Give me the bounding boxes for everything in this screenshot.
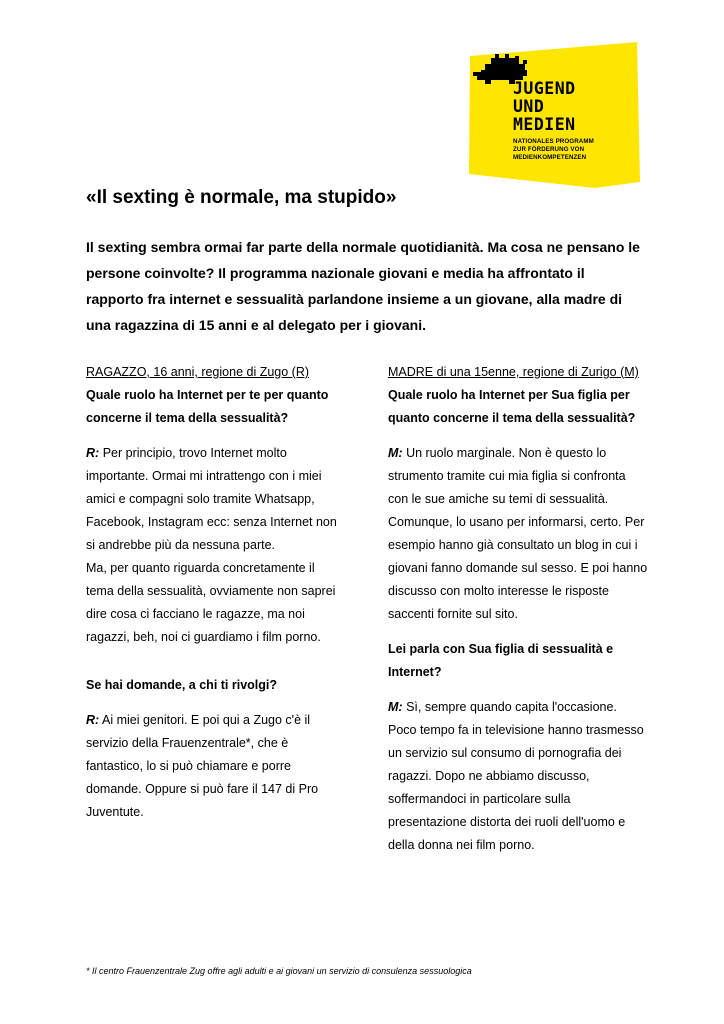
logo-wordmark	[513, 80, 594, 162]
answer-text: Sì, sempre quando capita l'occasione. Poco tempo fa in televisione hanno trasmesso un servizio sul consumo di pornografia dei ragazzi. Dopo ne abbiamo discusso, soffermandoci in particolare sulla presentazione distorta dei ruoli dell'uomo e della donna nei film porno.	[388, 700, 644, 852]
answer-text: Ma, per quanto riguarda concretamente il tema della sessualità, ovviamente non saprei dire cosa ci facciano le ragazze, ma noi ragazzi, beh, noi ci guardiamo i film porno.	[86, 561, 336, 644]
logo-subtitle	[513, 138, 594, 162]
question: Se hai domande, a chi ti rivolgi?	[86, 678, 278, 692]
logo-subtitle-line: ZUR FÖRDERUNG VON	[513, 146, 585, 153]
answer-speaker: R:	[86, 446, 100, 460]
answer	[388, 696, 648, 857]
question: Quale ruolo ha Internet per te per quanto concerne il tema della sessualità?	[86, 388, 329, 425]
jugend-und-medien-logo	[465, 42, 645, 188]
interview-column-mother	[388, 361, 648, 857]
answer-speaker: M:	[388, 700, 403, 714]
answer	[388, 442, 648, 626]
logo-subtitle-line: MEDIENKOMPETENZEN	[513, 154, 587, 161]
logo-line-medien: MEDIEN	[513, 115, 576, 134]
answer	[86, 442, 341, 557]
answer-text: Un ruolo marginale. Non è questo lo strumento tramite cui mia figlia si confronta con le sue amiche su temi di sessualità. Comunque, lo usano per informarsi, certo. Per esempio hanno già consultato un blog in cui i giovani fanno domande sul sesso. E poi hanno discusso con molto interesse le risposte saccenti fornite sul sito.	[388, 446, 648, 621]
footnote: * Il centro Frauenzentrale Zug offre agli adulti e ai giovani un servizio di consulenza sessuologica	[86, 966, 472, 976]
speaker-label: RAGAZZO, 16 anni, regione di Zugo (R)	[86, 365, 310, 379]
interview-column-boy	[86, 361, 341, 824]
lead-paragraph: Il sexting sembra ormai far parte della normale quotidianità. Ma cosa ne pensano le persone coinvolte? Il programma nazionale giovani e media ha affrontato il rapporto fra internet e sessualità parlandone insieme a un giovane, alla madre di una ragazzina di 15 anni e al delegato per i giovani.	[86, 239, 640, 333]
answer	[86, 709, 341, 824]
speaker-label: MADRE di una 15enne, regione di Zurigo (M)	[388, 365, 639, 379]
page-title: «Il sexting è normale, ma stupido»	[86, 187, 397, 208]
question: Lei parla con Sua figlia di sessualità e Internet?	[388, 642, 614, 679]
logo-subtitle-line: NATIONALES PROGRAMM	[513, 138, 594, 145]
logo-line-und: UND	[513, 97, 545, 116]
question: Quale ruolo ha Internet per Sua figlia per quanto concerne il tema della sessualità?	[388, 388, 636, 425]
answer-text: Per principio, trovo Internet molto importante. Ormai mi intrattengo con i miei amici e compagni solo tramite Whatsapp, Facebook, Instagram ecc: senza Internet non si andrebbe più da nessuna parte.	[86, 446, 337, 552]
answer-text: Ai miei genitori. E poi qui a Zugo c'è il servizio della Frauenzentrale*, che è fantastico, lo si può chiamare e porre domande. Oppure si può fare il 147 di Pro Juventute.	[86, 713, 319, 819]
answer-speaker: R:	[86, 713, 100, 727]
logo-line-jugend: JUGEND	[513, 79, 576, 98]
answer-speaker: M:	[388, 446, 403, 460]
